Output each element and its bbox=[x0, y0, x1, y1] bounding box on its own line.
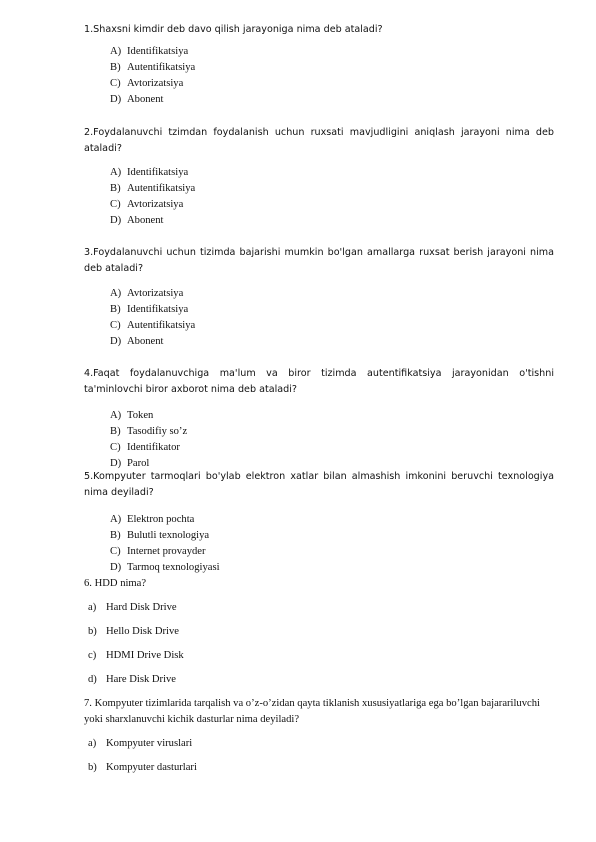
option-b: B) Autentifikatsiya bbox=[110, 60, 195, 76]
option-c: C) Identifikator bbox=[110, 440, 187, 456]
question-4-options bbox=[110, 408, 187, 472]
option-label: Avtorizatsiya bbox=[127, 78, 184, 89]
option-label: Abonent bbox=[127, 94, 164, 105]
option-label: Kompyuter viruslari bbox=[106, 738, 193, 749]
option-d: D) Tarmoq texnologiyasi bbox=[110, 560, 220, 576]
option-b: B) Identifikatsiya bbox=[110, 302, 195, 318]
option-label: Identifikator bbox=[127, 442, 180, 453]
question-6-options bbox=[88, 602, 184, 698]
option-b: b) Hello Disk Drive bbox=[88, 626, 179, 637]
question-3-options bbox=[110, 286, 195, 350]
option-c: c) HDMI Drive Disk bbox=[88, 650, 184, 661]
option-label: Bulutli texnologiya bbox=[127, 530, 210, 541]
question-1-options bbox=[110, 44, 195, 108]
question-5-options bbox=[110, 512, 220, 576]
option-label: Tarmoq texnologiyasi bbox=[127, 562, 220, 573]
question-6-text: 6. HDD nima? bbox=[84, 578, 147, 589]
option-c: C) Avtorizatsiya bbox=[110, 197, 195, 213]
option-a: A) Token bbox=[110, 408, 187, 424]
question-4-text: 4.Faqat foydalanuvchiga ma'lum va biror tizimda autentifikatsiya jarayonidan o'tishni ta'minlovchi biror axborot nima deb ataladi? bbox=[84, 368, 554, 395]
question-1-text: 1.Shaxsni kimdir deb davo qilish jarayoniga nima deb ataladi? bbox=[84, 24, 383, 35]
option-b: B) Autentifikatsiya bbox=[110, 181, 195, 197]
option-label: Avtorizatsiya bbox=[127, 199, 184, 210]
question-3-text: 3.Foydalanuvchi uchun tizimda bajarishi mumkin bo'lgan amallarga ruxsat berish jarayoni nima deb ataladi? bbox=[84, 247, 554, 274]
option-c: C) Autentifikatsiya bbox=[110, 318, 195, 334]
option-label: Autentifikatsiya bbox=[127, 320, 196, 331]
option-c: C) Internet provayder bbox=[110, 544, 220, 560]
option-label: Abonent bbox=[127, 215, 164, 226]
option-a: A) Elektron pochta bbox=[110, 512, 220, 528]
option-label: Identifikatsiya bbox=[127, 46, 189, 57]
option-label: Internet provayder bbox=[127, 546, 206, 557]
option-label: Hello Disk Drive bbox=[106, 626, 179, 637]
option-b: b) Kompyuter dasturlari bbox=[88, 762, 197, 773]
option-label: Elektron pochta bbox=[127, 514, 195, 525]
question-5-text: 5.Kompyuter tarmoqlari bo'ylab elektron xatlar bilan almashish imkonini beruvchi texnologiya nima deyiladi? bbox=[84, 471, 554, 498]
option-label: Identifikatsiya bbox=[127, 304, 189, 315]
option-label: Identifikatsiya bbox=[127, 167, 189, 178]
question-2-options bbox=[110, 165, 195, 229]
question-7-text: 7. Kompyuter tizimlarida tarqalish va o’z-o’zidan qayta tiklanish xususiyatlariga ega bo’lgan bajarariluvchi yoki sharxlanuvchi kichik dasturlar nima deyiladi? bbox=[84, 698, 540, 725]
option-label: Autentifikatsiya bbox=[127, 183, 196, 194]
option-a: A) Identifikatsiya bbox=[110, 165, 195, 181]
option-label: Parol bbox=[127, 458, 150, 469]
option-c: C) Avtorizatsiya bbox=[110, 76, 195, 92]
option-d: D) Abonent bbox=[110, 213, 195, 229]
option-a: A) Avtorizatsiya bbox=[110, 286, 195, 302]
question-2-text: 2.Foydalanuvchi tzimdan foydalanish uchun ruxsati mavjudligini aniqlash jarayoni nima deb ataladi? bbox=[84, 127, 554, 154]
option-label: Kompyuter dasturlari bbox=[106, 762, 197, 773]
option-label: HDMI Drive Disk bbox=[106, 650, 184, 661]
option-d: D) Parol bbox=[110, 456, 187, 472]
option-d: D) Abonent bbox=[110, 92, 195, 108]
option-label: Autentifikatsiya bbox=[127, 62, 196, 73]
option-a: A) Identifikatsiya bbox=[110, 44, 195, 60]
option-label: Token bbox=[127, 410, 154, 421]
option-label: Hard Disk Drive bbox=[106, 602, 177, 613]
option-label: Tasodifiy so’z bbox=[127, 426, 188, 437]
option-d: d) Hare Disk Drive bbox=[88, 674, 177, 685]
option-label: Hare Disk Drive bbox=[106, 674, 177, 685]
option-b: B) Bulutli texnologiya bbox=[110, 528, 220, 544]
option-label: Abonent bbox=[127, 336, 164, 347]
option-a: a) Kompyuter viruslari bbox=[88, 738, 193, 749]
option-label: Avtorizatsiya bbox=[127, 288, 184, 299]
question-7-options bbox=[88, 738, 197, 786]
option-a: a) Hard Disk Drive bbox=[88, 602, 177, 613]
option-b: B) Tasodifiy so’z bbox=[110, 424, 187, 440]
option-d: D) Abonent bbox=[110, 334, 195, 350]
